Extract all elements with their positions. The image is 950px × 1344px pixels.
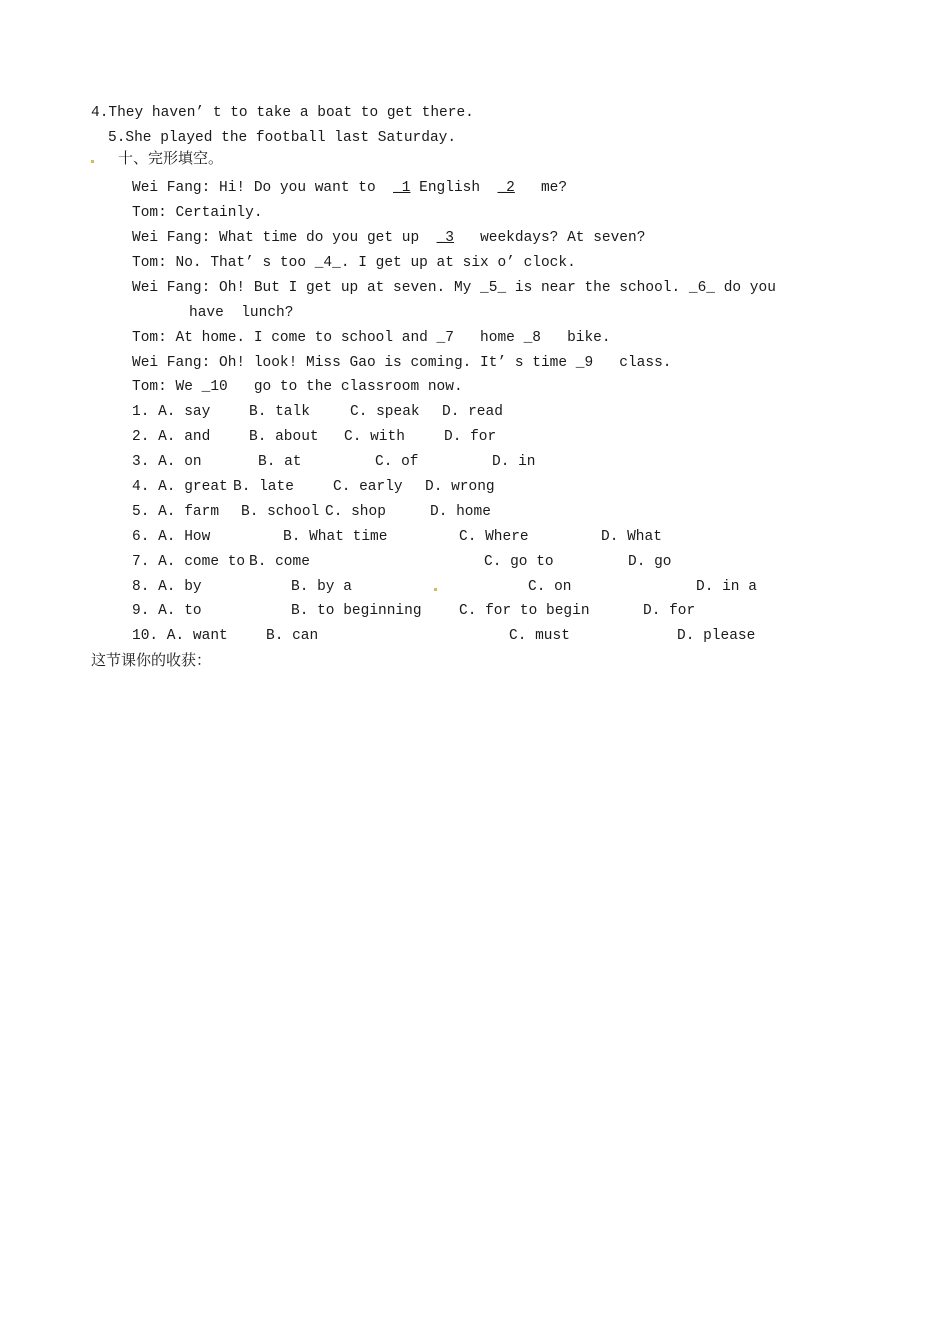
dialogue-line-5-cont: have lunch? — [189, 305, 294, 321]
prev-item-4: 4.They haven’ t to take a boat to get there. — [91, 105, 474, 121]
scan-speck — [434, 588, 437, 591]
prev-item-5: 5.She played the football last Saturday. — [108, 130, 457, 146]
document-page: 4.They haven’ t to take a boat to get there. 5.She played the football last Saturday. 十、完形填空。 Wei Fang: Hi! Do you want to _1 English _2 me? Tom: Certainly. Wei Fang: What time do you get up _3 weekdays? At seven? Tom: No. That’ s too _4_. I get up at six o’ clock. Wei Fang: Oh! But I get up at seven. My _5_ is near the school. _6_ do you have lunch? Tom: At home. I come to school and _7 home _8 bike. Wei Fang: Oh! look! Miss Gao is coming. It’ s time _9 class. Tom: We _10 go to the classroom now. 1. A. say B. talk C. speak D. read 2. A. and B. about C. with D. for 3. A. on B. at C. of D. in 4. A. great B. late C. early D. wrong 5. A. farm B. school C. shop D. home 6. A. How B. What time C. Where D. What 7. A. come to B. come C. go to D. go 8. A. by B. by a C. on D. in a 9. A. to B. to beginning C. for to begin D. for 10. A. want B. can C. must D. please 这节课你的收获： — [91, 105, 776, 669]
blank-2: _2 — [497, 180, 515, 196]
dialogue-line-5: Wei Fang: Oh! But I get up at seven. My _5_ is near the school. _6_ do you — [132, 280, 776, 296]
dialogue-line-1: Wei Fang: Hi! Do you want to _1 English _2 me? — [132, 180, 568, 196]
dialogue-line-7: Wei Fang: Oh! look! Miss Gao is coming. It’ s time _9 class. — [132, 355, 672, 371]
blank-1: _1 — [393, 180, 411, 196]
dialogue-line-6: Tom: At home. I come to school and _7 home _8 bike. — [132, 330, 611, 346]
dialogue-line-4: Tom: No. That’ s too _4_. I get up at six o’ clock. — [132, 255, 576, 271]
section-title: 十、完形填空。 — [118, 149, 224, 167]
footer-reflection: 这节课你的收获： — [91, 651, 212, 669]
dialogue-line-8: Tom: We _10 go to the classroom now. — [132, 379, 463, 395]
dialogue-line-2: Tom: Certainly. — [132, 205, 263, 221]
blank-3: _3 — [436, 230, 454, 246]
dialogue-line-3: Wei Fang: What time do you get up _3 weekdays? At seven? — [132, 230, 646, 246]
scan-speck — [91, 160, 94, 163]
